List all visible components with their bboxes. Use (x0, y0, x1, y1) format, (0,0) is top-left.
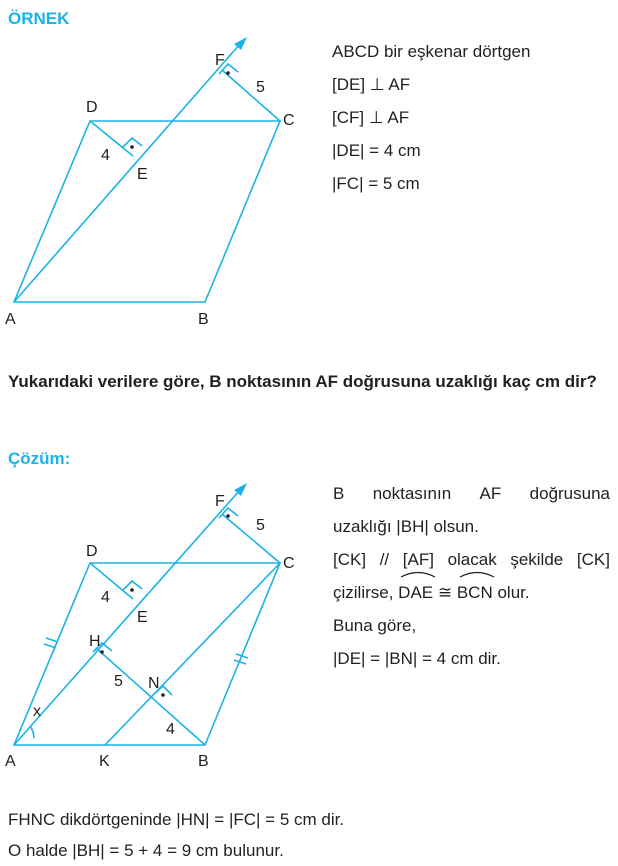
word: [AF] (402, 550, 434, 569)
label-bn-length: 4 (166, 721, 175, 738)
segment-de (90, 563, 133, 599)
right-angle-h-dot (100, 650, 104, 654)
label-fc-length: 5 (256, 79, 265, 96)
tick-ad-1 (46, 638, 58, 642)
example-heading: ÖRNEK (8, 9, 70, 28)
angle-bcn (457, 576, 493, 609)
label-c: C (283, 555, 295, 572)
given-5: |FC| = 5 cm (332, 174, 420, 193)
line4-prefix: çizilirse, (333, 583, 399, 602)
angle-dae (398, 576, 433, 609)
word: doğrusuna (529, 484, 610, 503)
given-2: [DE] ⊥ AF (332, 75, 411, 94)
right-angle-f-dot (226, 514, 230, 518)
label-e: E (137, 609, 148, 626)
segment-cf (222, 70, 280, 121)
angle-bcn-text: BCN (456, 583, 493, 602)
solution-heading: Çözüm: (8, 449, 71, 468)
label-de-length: 4 (101, 589, 110, 606)
label-fc-length: 5 (256, 517, 265, 534)
label-h: H (89, 633, 101, 650)
right-angle-e-dot (130, 145, 134, 149)
given-1: ABCD bir eşkenar dörtgen (332, 42, 531, 61)
label-a: A (5, 311, 16, 328)
label-de-length: 4 (101, 147, 110, 164)
word: noktasının (372, 484, 452, 503)
solution-line-5: Buna göre, (333, 616, 417, 635)
label-n: N (148, 675, 160, 692)
word: şekilde (510, 550, 564, 569)
conclusion-line-2: O halde |BH| = 5 + 4 = 9 cm bulunur. (8, 841, 284, 860)
givens-list (332, 35, 530, 200)
given-4: |DE| = 4 cm (332, 141, 421, 160)
line4-suffix: olur. (492, 583, 530, 602)
label-d: D (86, 99, 98, 116)
angle-arc-icon (398, 570, 438, 578)
label-e: E (137, 166, 148, 183)
word: AF (479, 484, 502, 503)
word: // (379, 550, 390, 569)
example-figure (0, 30, 320, 335)
word: [CK] (333, 550, 367, 569)
word: B (333, 484, 345, 503)
label-f: F (215, 493, 225, 510)
solution-line-1 (333, 477, 610, 510)
question-text: Yukarıdaki verilere göre, B noktasının AF doğrusuna uzaklığı kaç cm dir? (8, 372, 597, 391)
angle-dae-text: DAE (398, 583, 434, 602)
tick-ad-2 (44, 644, 56, 648)
label-c: C (283, 112, 295, 129)
line-af (14, 44, 240, 302)
solution-line-2: uzaklığı |BH| olsun. (333, 517, 479, 536)
rhombus-abcd (14, 563, 280, 745)
right-angle-f-dot (226, 71, 230, 75)
rhombus-abcd (14, 121, 280, 302)
solution-text (333, 477, 610, 675)
label-b: B (198, 311, 209, 328)
label-d: D (86, 543, 98, 560)
angle-arc-icon (457, 570, 497, 578)
congruent-symbol: ≅ (433, 583, 457, 602)
label-b: B (198, 753, 209, 770)
right-angle-n-dot (161, 693, 165, 697)
segment-cf (222, 514, 280, 563)
word: [CK] (576, 550, 610, 569)
label-hn-length: 5 (114, 673, 123, 690)
label-k: K (99, 753, 110, 770)
word: olacak (447, 550, 497, 569)
solution-figure (0, 476, 320, 776)
label-f: F (215, 52, 225, 69)
angle-x-arc (30, 726, 34, 738)
segment-bh (96, 648, 205, 745)
segment-de (90, 121, 133, 156)
line-af (14, 490, 240, 745)
label-angle-x: x (33, 703, 41, 720)
conclusion-line-1: FHNC dikdörtgeninde |HN| = |FC| = 5 cm dir. (8, 810, 345, 829)
solution-line-4 (333, 576, 610, 609)
solution-line-6: |DE| = |BN| = 4 cm dir. (333, 649, 501, 668)
right-angle-e-dot (130, 588, 134, 592)
given-3: [CF] ⊥ AF (332, 108, 410, 127)
label-a: A (5, 753, 16, 770)
